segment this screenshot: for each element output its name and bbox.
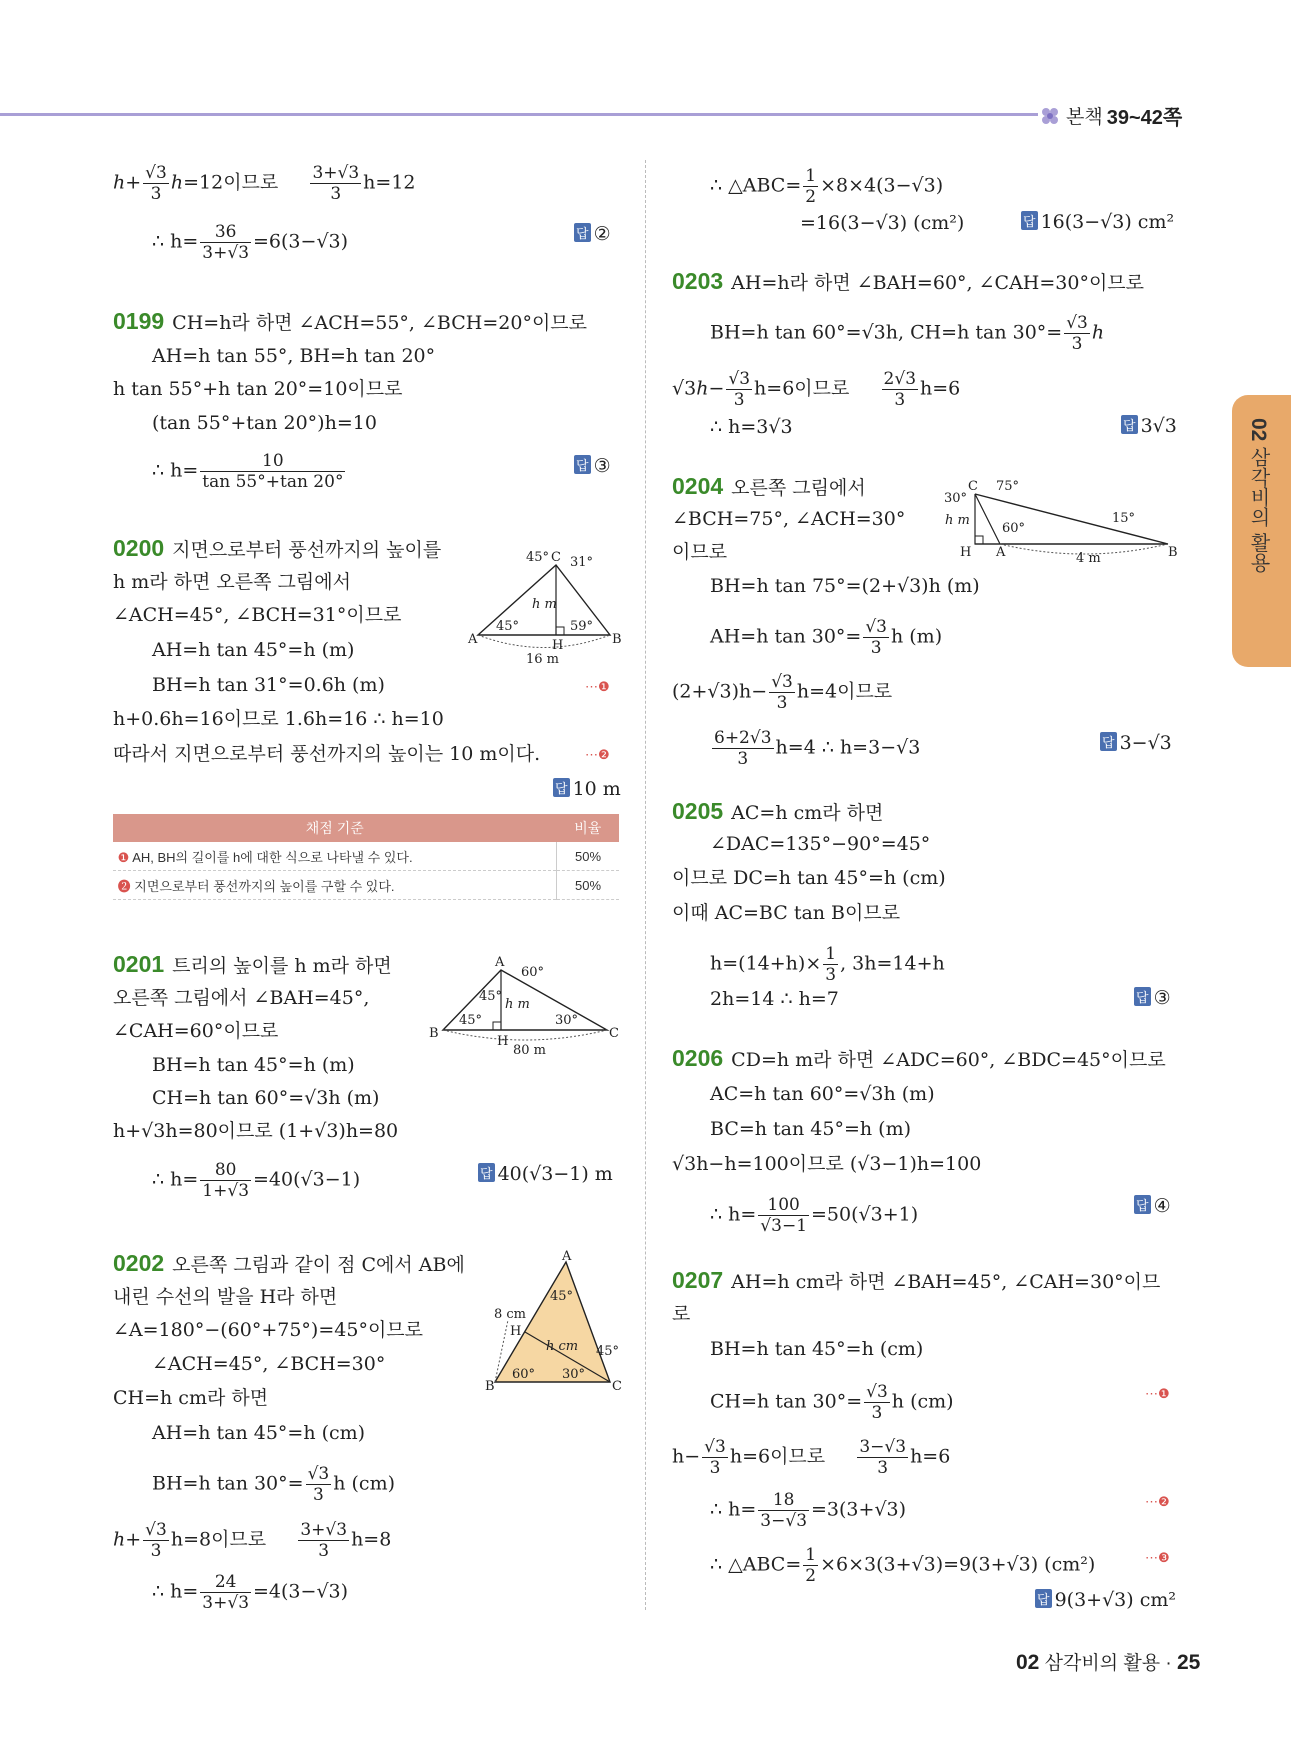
p0200-line5: BH=h tan 31°=0.6h (m) (152, 674, 385, 696)
svg-text:8 cm: 8 cm (494, 1307, 527, 1322)
p0206-line2: AC=h tan 60°=√3h (m) (710, 1083, 935, 1105)
book-ref-label: 본책 (1066, 107, 1103, 128)
page-number: 25 (1176, 1651, 1201, 1674)
p0207-line3: CH=h tan 30°= $\frac{√3}{3}$ h (cm) (710, 1382, 954, 1423)
p0201-line5: CH=h tan 60°=√3h (m) (152, 1087, 380, 1109)
p0205-line4: 이때 AC=BC tan B이므로 (672, 902, 901, 924)
p0201-line1: 0201 트리의 높이를 h m라 하면 (113, 951, 392, 977)
page-footer: 02 삼각비의 활용 · 25 (1016, 1651, 1201, 1674)
p0200-line3: ∠ACH=45°, ∠BCH=31°이므로 (113, 604, 402, 626)
svg-text:B: B (1168, 545, 1178, 560)
p0206-line1: 0206 CD=h m라 하면 ∠ADC=60°, ∠BDC=45°이므로 (672, 1045, 1166, 1071)
p0207-line6: ∴ △ABC= $\frac{1}{2}$ ×6×3(3+√3)=9(3+√3) (cm²) (710, 1545, 1096, 1586)
header-rule (0, 113, 1038, 116)
p0207-step3: ⋯❸ (1145, 1550, 1170, 1565)
p0200-line7: 따라서 지면으로부터 풍선까지의 높이는 10 m이다. (113, 743, 541, 765)
svg-text:H: H (510, 1324, 522, 1339)
p0202-line3: ∠A=180°−(60°+75°)=45°이므로 (113, 1319, 424, 1341)
svg-text:45°: 45° (496, 619, 520, 634)
svg-text:80 m: 80 m (513, 1043, 547, 1058)
p0201-answer: 답 40(√3−1) m (480, 1163, 613, 1185)
svg-text:H: H (497, 1034, 509, 1049)
p0199-line5: ∴ h= $\frac{10}{\tan 55^\circ+\tan 20^\circ}$ (152, 451, 344, 492)
svg-text:15°: 15° (1112, 511, 1136, 526)
footer-chapter-title: 삼각비의 활용 (1044, 1653, 1161, 1674)
svg-text:h m: h m (532, 597, 557, 612)
tab-chapter-no: 02 (1247, 418, 1270, 442)
p0204-figure (940, 474, 1180, 564)
p0207-line2: BH=h tan 45°=h (cm) (710, 1338, 924, 1360)
p0205-line6: 2h=14 ∴ h=7 (710, 988, 839, 1010)
p0203-line2: BH=h tan 60°=√3h, CH=h tan 30°= $\frac{√3}{3}$ h (710, 313, 1105, 354)
svg-text:A: A (996, 545, 1006, 560)
svg-text:59°: 59° (570, 619, 594, 634)
p0205-line5: h=(14+h)× $\frac{1}{3}$ , 3h=14+h (710, 944, 945, 985)
p0207-step2: ⋯❷ (1145, 1494, 1170, 1509)
svg-text:B: B (429, 1026, 439, 1041)
svg-text:45°: 45° (479, 989, 503, 1004)
chapter-tab-label (1244, 418, 1273, 572)
rubric-header-ratio: 비율 (557, 814, 620, 842)
p0200-figure (460, 535, 630, 670)
p0202b-line1: ∴ △ABC= $\frac{1}{2}$ ×8×4(3−√3) (710, 166, 944, 207)
page-reference (1040, 101, 1182, 130)
p0200-line2: h m라 하면 오른쪽 그림에서 (113, 571, 351, 593)
p0207-line4: h− $\frac{√3}{3}$ h=6이므로 $\frac{3-√3}{3}$ h=6 (672, 1437, 951, 1478)
p0202-line4: ∠ACH=45°, ∠BCH=30° (152, 1353, 386, 1375)
svg-text:A: A (562, 1249, 572, 1264)
p0204-answer: 답 3−√3 (1102, 732, 1172, 754)
p0207-line5: ∴ h= $\frac{18}{3-√3}$ =3(3+√3) (710, 1490, 907, 1531)
p0205-line1: 0205 AC=h cm라 하면 (672, 798, 884, 824)
p0202-line6: AH=h tan 45°=h (cm) (152, 1422, 366, 1444)
p0200-line4: AH=h tan 45°=h (m) (152, 639, 355, 661)
svg-text:B: B (612, 632, 622, 647)
p0199-line2: AH=h tan 55°, BH=h tan 20° (152, 345, 436, 367)
p0201-line7: ∴ h= $\frac{80}{1+√3}$ =40(√3−1) (152, 1160, 361, 1201)
p0201-line6: h+√3h=80이므로 (1+√3)h=80 (113, 1120, 399, 1142)
p0207-step1: ⋯❶ (1145, 1386, 1170, 1401)
rubric-header-criteria: 채점 기준 (113, 814, 557, 842)
p0200-answer: 답 10 m (555, 778, 621, 800)
p0203-line1: 0203 AH=h라 하면 ∠BAH=60°, ∠CAH=30°이므로 (672, 268, 1145, 294)
p0199-line1: 0199 CH=h라 하면 ∠ACH=55°, ∠BCH=20°이므로 (113, 308, 588, 334)
p0202-line8: h+ $\frac{√3}{3}$ h=8이므로 $\frac{3+√3}{3}$ h=8 (113, 1520, 392, 1561)
svg-text:A: A (468, 632, 478, 647)
p0203-line4: ∴ h=3√3 (710, 416, 793, 438)
svg-text:60°: 60° (1002, 521, 1026, 536)
p0202b-line2: =16(3−√3) (cm²) (800, 212, 965, 234)
svg-text:H: H (960, 545, 972, 560)
p0202b-answer: 답 16(3−√3) cm² (1023, 211, 1175, 233)
p0202-line5: CH=h cm라 하면 (113, 1387, 269, 1409)
svg-text:h m: h m (945, 513, 970, 528)
svg-text:31°: 31° (570, 555, 594, 570)
svg-text:45°: 45° (526, 550, 550, 565)
svg-text:30°: 30° (562, 1367, 586, 1382)
svg-text:30°: 30° (555, 1013, 579, 1028)
p0207-line1: 0207 AH=h cm라 하면 ∠BAH=45°, ∠CAH=30°이므 (672, 1267, 1161, 1293)
p0206-line4: √3h−h=100이므로 (√3−1)h=100 (672, 1153, 982, 1175)
svg-text:A: A (495, 955, 505, 970)
p0198-answer: 답 ② (576, 223, 611, 245)
tab-chapter-title: 삼각비의 활용 (1247, 446, 1269, 573)
p0202-line7: BH=h tan 30°= $\frac{√3}{3}$ h (cm) (152, 1464, 395, 1505)
p0206-line5: ∴ h= $\frac{100}{√3-1}$ =50(√3+1) (710, 1195, 919, 1236)
column-divider (645, 160, 646, 1610)
svg-text:45°: 45° (550, 1289, 574, 1304)
p0200-line1: 0200 지면으로부터 풍선까지의 높이를 (113, 535, 442, 561)
p0205-answer: 답 ③ (1136, 987, 1171, 1009)
svg-text:B: B (485, 1379, 495, 1394)
p0199-line3: h tan 55°+h tan 20°=10이므로 (113, 378, 403, 400)
p0198-line1: h+ $\frac{√3}{3}$ h=12이므로 $\frac{3+√3}{3}$ h=12 (113, 163, 416, 204)
p0201-line2: 오른쪽 그림에서 ∠BAH=45°, (113, 987, 370, 1009)
svg-text:45°: 45° (459, 1013, 483, 1028)
svg-text:45°: 45° (596, 1344, 620, 1359)
flower-icon (1040, 107, 1062, 125)
p0205-line3: 이므로 DC=h tan 45°=h (cm) (672, 867, 946, 889)
svg-text:4 m: 4 m (1076, 551, 1101, 566)
p0204-line2: ∠BCH=75°, ∠ACH=30° (672, 508, 906, 530)
svg-text:60°: 60° (512, 1367, 536, 1382)
p0201-line3: ∠CAH=60°이므로 (113, 1020, 279, 1042)
p0204-line5: AH=h tan 30°= $\frac{√3}{3}$ h (m) (710, 617, 943, 658)
p0207-line1-wrap: 로 (672, 1303, 691, 1325)
book-ref-pages: 39~42쪽 (1106, 107, 1183, 129)
p0204-line7: $\frac{6+2√3}{3}$ h=4 ∴ h=3−√3 (714, 728, 921, 769)
footer-chapter-no: 02 (1016, 1651, 1040, 1674)
p0200-step1: ⋯❶ (585, 679, 610, 694)
svg-text:C: C (612, 1379, 622, 1394)
svg-text:h m: h m (505, 997, 530, 1012)
p0203-answer: 답 3√3 (1123, 415, 1177, 437)
svg-text:16 m: 16 m (526, 652, 560, 667)
p0206-answer: 답 ④ (1136, 1195, 1171, 1217)
p0202-line9: ∴ h= $\frac{24}{3+√3}$ =4(3−√3) (152, 1572, 349, 1613)
p0207-answer: 답 9(3+√3) cm² (1037, 1589, 1176, 1611)
p0204-line6: (2+√3)h− $\frac{√3}{3}$ h=4이므로 (672, 672, 893, 713)
table-row: ❷ 지면으로부터 풍선까지의 높이를 구할 수 있다. 50% (113, 871, 619, 900)
p0202-line1: 0202 오른쪽 그림과 같이 점 C에서 AB에 (113, 1250, 465, 1276)
p0203-line3: √3h− $\frac{√3}{3}$ h=6이므로 $\frac{2√3}{3}$ h=6 (672, 369, 961, 410)
p0204-line3: 이므로 (672, 541, 728, 563)
p0204-line4: BH=h tan 75°=(2+√3)h (m) (710, 575, 980, 597)
svg-text:C: C (609, 1026, 619, 1041)
svg-text:h cm: h cm (546, 1339, 579, 1354)
svg-text:C: C (551, 550, 561, 565)
p0206-line3: BC=h tan 45°=h (m) (710, 1118, 912, 1140)
svg-text:H: H (552, 638, 564, 653)
p0205-line2: ∠DAC=135°−90°=45° (710, 833, 931, 855)
rubric-table (113, 814, 619, 900)
table-row: ❶ AH, BH의 길이를 h에 대한 식으로 나타낼 수 있다. 50% (113, 842, 619, 871)
svg-text:C: C (968, 479, 978, 494)
p0201-figure (425, 950, 625, 1060)
p0202-figure (480, 1250, 630, 1400)
p0198-line2: ∴ h= $\frac{36}{3+√3}$ =6(3−√3) (152, 222, 349, 263)
svg-text:30°: 30° (944, 491, 968, 506)
svg-text:60°: 60° (521, 965, 545, 980)
p0200-line6: h+0.6h=16이므로 1.6h=16 ∴ h=10 (113, 708, 444, 730)
p0199-line4: (tan 55°+tan 20°)h=10 (152, 412, 377, 434)
p0199-answer: 답 ③ (576, 455, 611, 477)
p0200-step2: ⋯❷ (585, 747, 610, 762)
p0202-line2: 내린 수선의 발을 H라 하면 (113, 1286, 338, 1308)
p0201-line4: BH=h tan 45°=h (m) (152, 1054, 355, 1076)
svg-text:75°: 75° (996, 479, 1020, 494)
p0204-line1: 0204 오른쪽 그림에서 (672, 473, 866, 499)
